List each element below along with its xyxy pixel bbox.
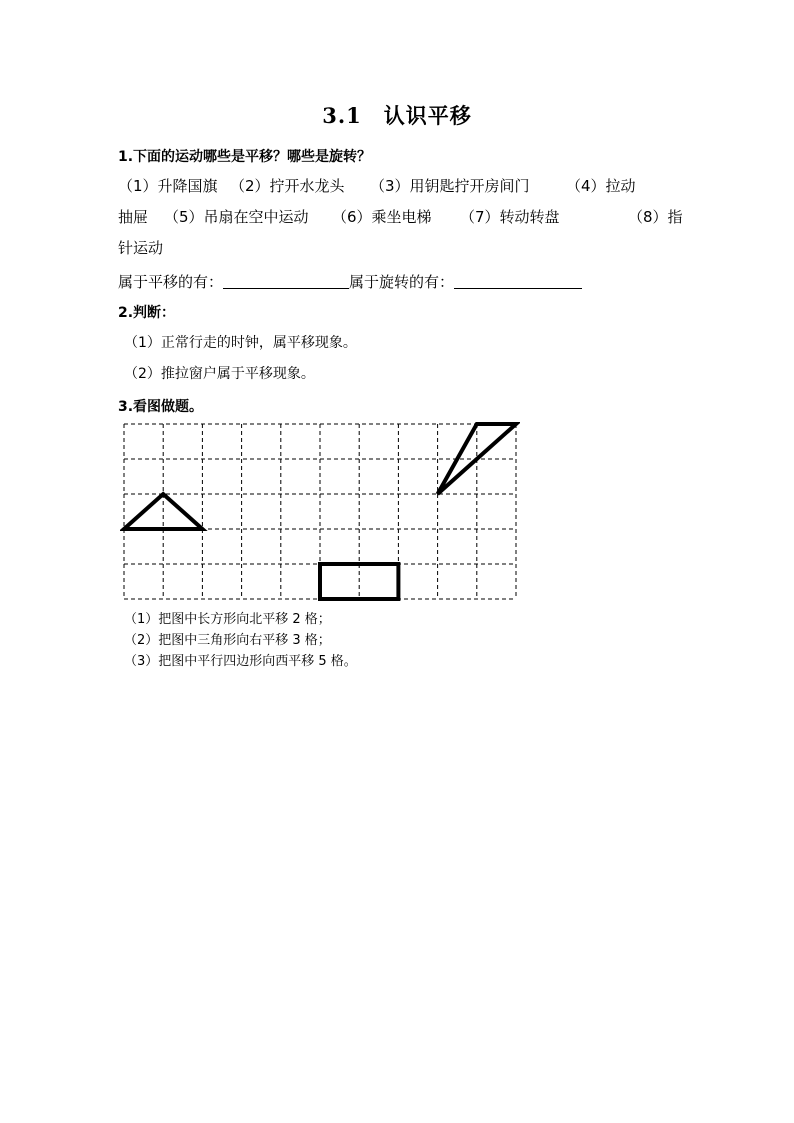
q3-task-1: （1）把图中长方形向北平移 2 格； <box>124 612 331 627</box>
q2-heading: 2.判断： <box>118 305 176 321</box>
title-number: 3.1 <box>322 103 362 128</box>
q1-option-4: （4）拉动 <box>566 177 636 195</box>
q1-option-2: （2）拧开水龙头 <box>230 177 345 195</box>
q1-option-7: （7）转动转盘 <box>460 208 560 226</box>
q1-answer-line <box>118 271 678 292</box>
q2-item-1: （1）正常行走的时钟，属平移现象。 <box>124 335 357 351</box>
q2-item-2: （2）推拉窗户属于平移现象。 <box>124 366 315 382</box>
q1-line-3: 针运动 <box>118 239 164 257</box>
rotation-label: 属于旋转的有： <box>349 273 455 291</box>
q3-task-2: （2）把图中三角形向右平移 3 格； <box>124 633 331 648</box>
q1-option-8: （8）指 <box>628 208 683 226</box>
q1-option-1: （1）升降国旗 <box>118 177 218 195</box>
dashed-grid <box>120 420 520 606</box>
q1-line-2 <box>118 206 683 227</box>
q1-option-6: （6）乘坐电梯 <box>332 208 432 226</box>
q1-option-5: （5）吊扇在空中运动 <box>164 208 309 226</box>
rotation-answer-blank[interactable] <box>454 274 582 289</box>
translation-label: 属于平移的有： <box>118 273 224 291</box>
q1-heading: 1.下面的运动哪些是平移？哪些是旋转？ <box>118 149 372 165</box>
translation-answer-blank[interactable] <box>223 274 349 289</box>
q1-option-4-cont: 抽屉 <box>118 208 149 226</box>
page-title <box>0 100 794 130</box>
q3-task-3: （3）把图中平行四边形向西平移 5 格。 <box>124 654 357 669</box>
q1-line-1 <box>118 175 678 196</box>
q1-option-3: （3）用钥匙拧开房间门 <box>370 177 530 195</box>
q3-heading: 3.看图做题。 <box>118 399 204 415</box>
title-text: 认识平移 <box>383 103 472 128</box>
